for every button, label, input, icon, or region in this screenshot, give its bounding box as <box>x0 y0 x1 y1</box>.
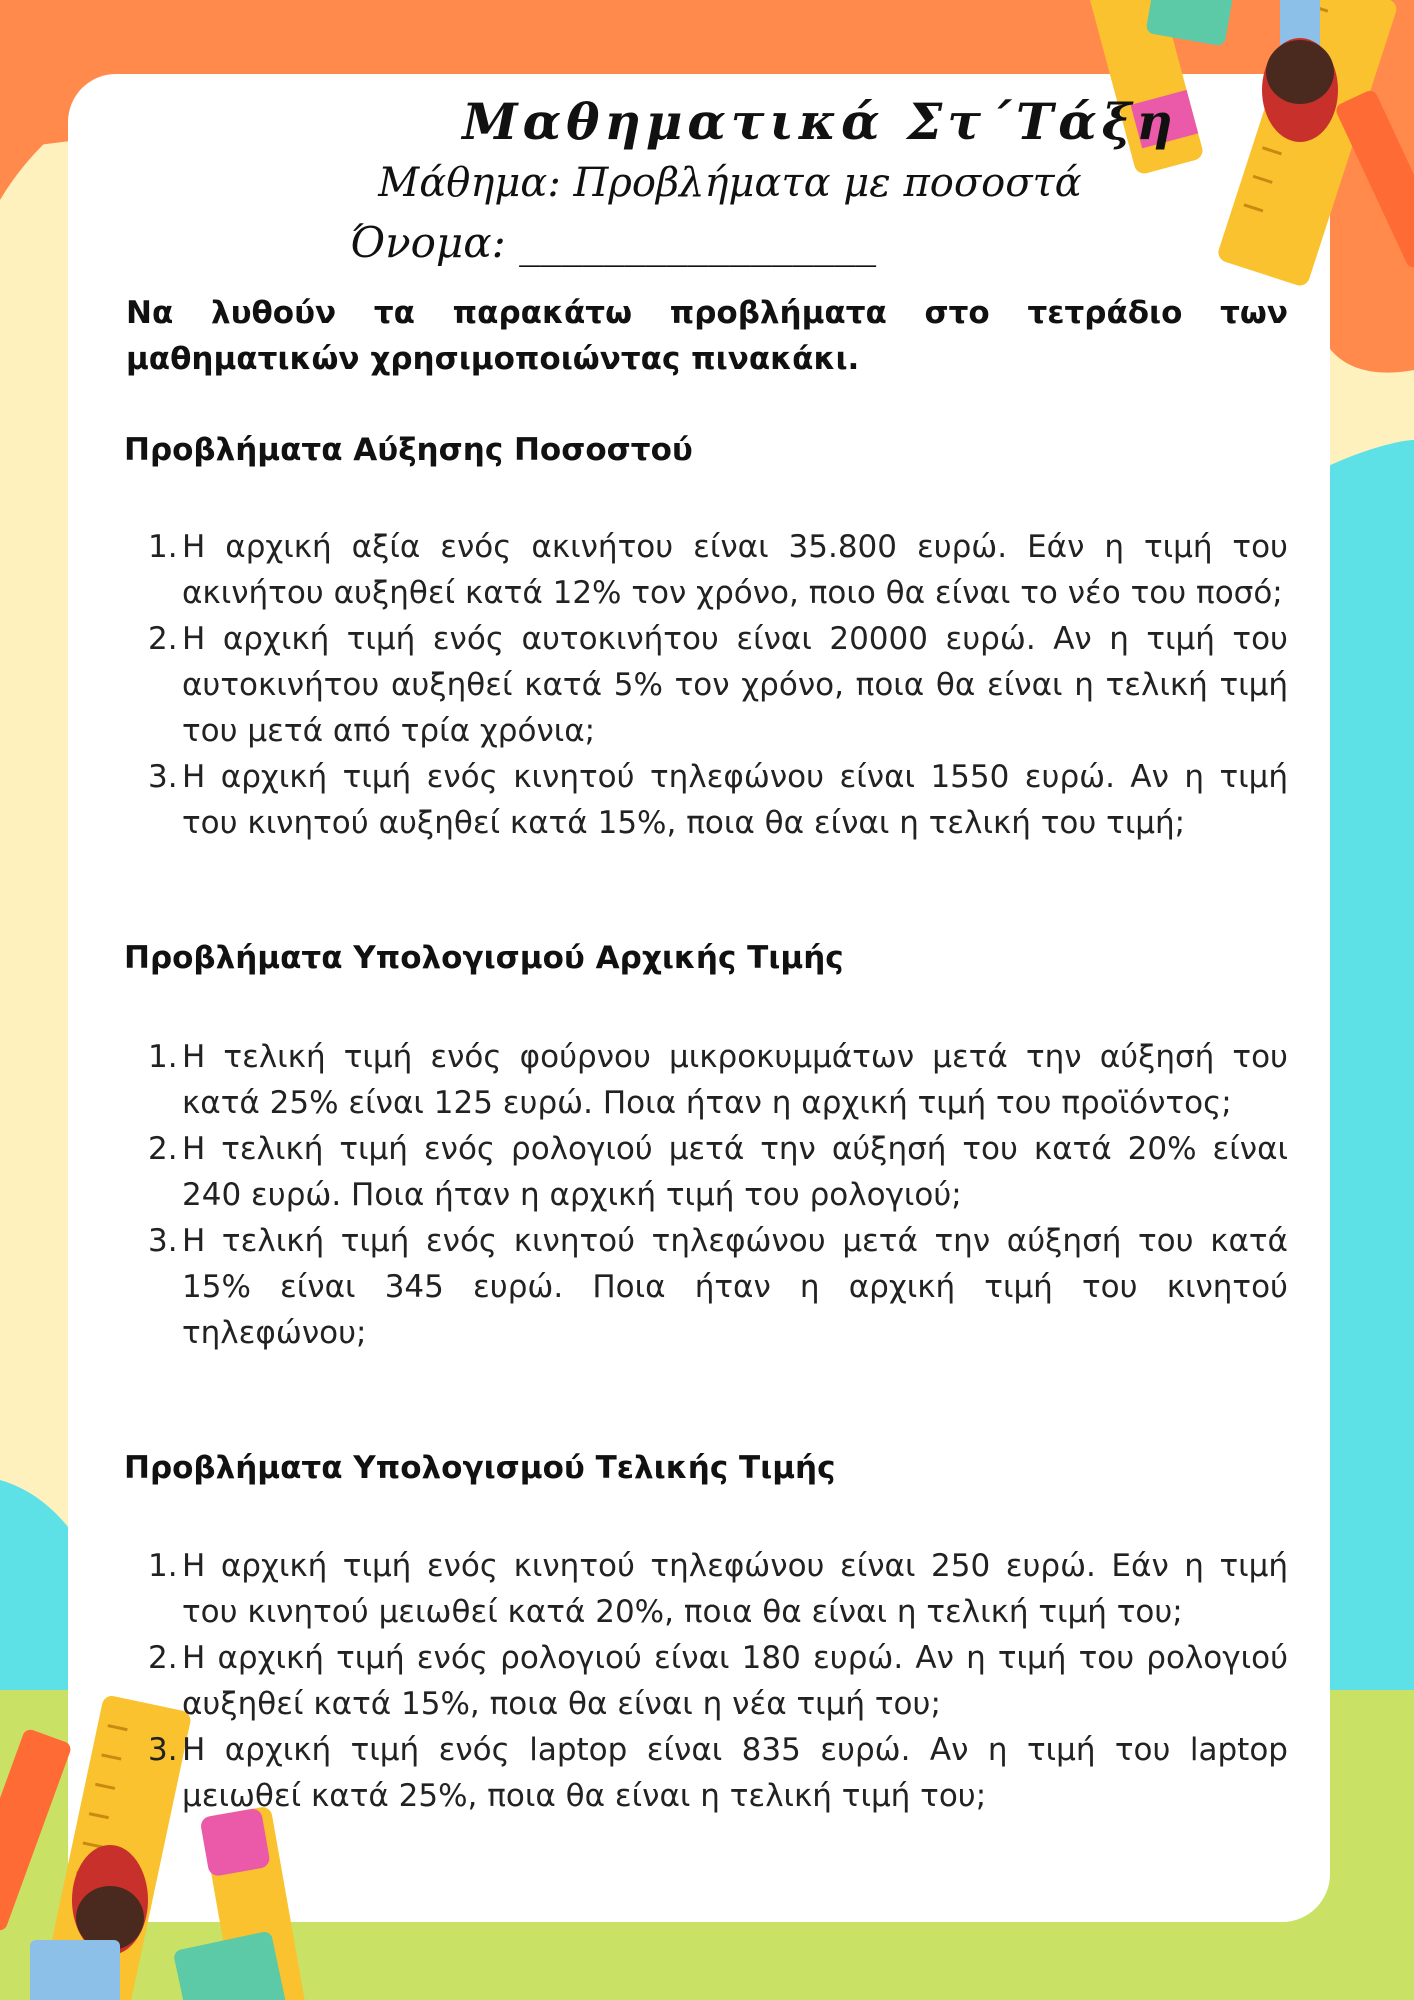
problem-list-percentage-increase <box>148 524 1288 846</box>
section-title-initial-price: Προβλήματα Υπολογισμού Αρχικής Τιμής <box>124 940 844 976</box>
list-item: 3. Η αρχική τιμή ενός laptop είναι 835 ευρώ. Αν η τιμή του laptop μειωθεί κατά 25%, ποια θα είναι η τελική τιμή του; <box>148 1732 1288 1814</box>
section-title-percentage-increase: Προβλήματα Αύξησης Ποσοστού <box>124 432 693 468</box>
name-field-label: Όνομα: _________________ <box>350 218 877 267</box>
list-item: 2. Η τελική τιμή ενός ρολογιού μετά την αύξησή του κατά 20% είναι 240 ευρώ. Ποια ήταν η αρχική τιμή του ρολογιού; <box>148 1131 1288 1213</box>
section-title-final-price: Προβλήματα Υπολογισμού Τελικής Τιμής <box>124 1450 836 1486</box>
list-item: 2. Η αρχική τιμή ενός αυτοκινήτου είναι 20000 ευρώ. Αν η τιμή του αυτοκινήτου αυξηθεί κατά 5% τον χρόνο, ποια θα είναι η τελική τιμή του μετά από τρία χρόνια; <box>148 621 1288 749</box>
lesson-subtitle: Μάθημα: Προβλήματα με ποσοστά <box>378 160 1082 206</box>
list-item: 2. Η αρχική τιμή ενός ρολογιού είναι 180 ευρώ. Αν η τιμή του ρολογιού αυξηθεί κατά 15%, ποια θα είναι η νέα τιμή του; <box>148 1640 1288 1722</box>
list-item: 3. Η αρχική τιμή ενός κινητού τηλεφώνου είναι 1550 ευρώ. Αν η τιμή του κινητού αυξηθεί κατά 15%, ποια θα είναι η τελική του τιμή; <box>148 759 1288 841</box>
instructions-text: Να λυθούν τα παρακάτω προβλήματα στο τετράδιο των μαθηματικών χρησιμοποιώντας πινακάκι. <box>126 295 1288 377</box>
list-item: 1. Η αρχική αξία ενός ακινήτου είναι 35.800 ευρώ. Εάν η τιμή του ακινήτου αυξηθεί κατά 12% τον χρόνο, ποιο θα είναι το νέο του ποσό; <box>148 529 1288 611</box>
list-item: 3. Η τελική τιμή ενός κινητού τηλεφώνου μετά την αύξησή του κατά 15% είναι 345 ευρώ. Ποια ήταν η αρχική τιμή του κινητού τηλεφώνου; <box>148 1223 1288 1351</box>
page-title: Μαθηματικά Στ΄Τάξη <box>462 92 1178 151</box>
list-item: 1. Η αρχική τιμή ενός κινητού τηλεφώνου είναι 250 ευρώ. Εάν η τιμή του κινητού μειωθεί κατά 20%, ποια θα είναι η τελική τιμή του; <box>148 1548 1288 1630</box>
problem-list-initial-price <box>148 1034 1288 1356</box>
problem-list-final-price <box>148 1543 1288 1819</box>
list-item: 1. Η τελική τιμή ενός φούρνου μικροκυμμάτων μετά την αύξησή του κατά 25% είναι 125 ευρώ. Ποια ήταν η αρχική τιμή του προϊόντος; <box>148 1039 1288 1121</box>
